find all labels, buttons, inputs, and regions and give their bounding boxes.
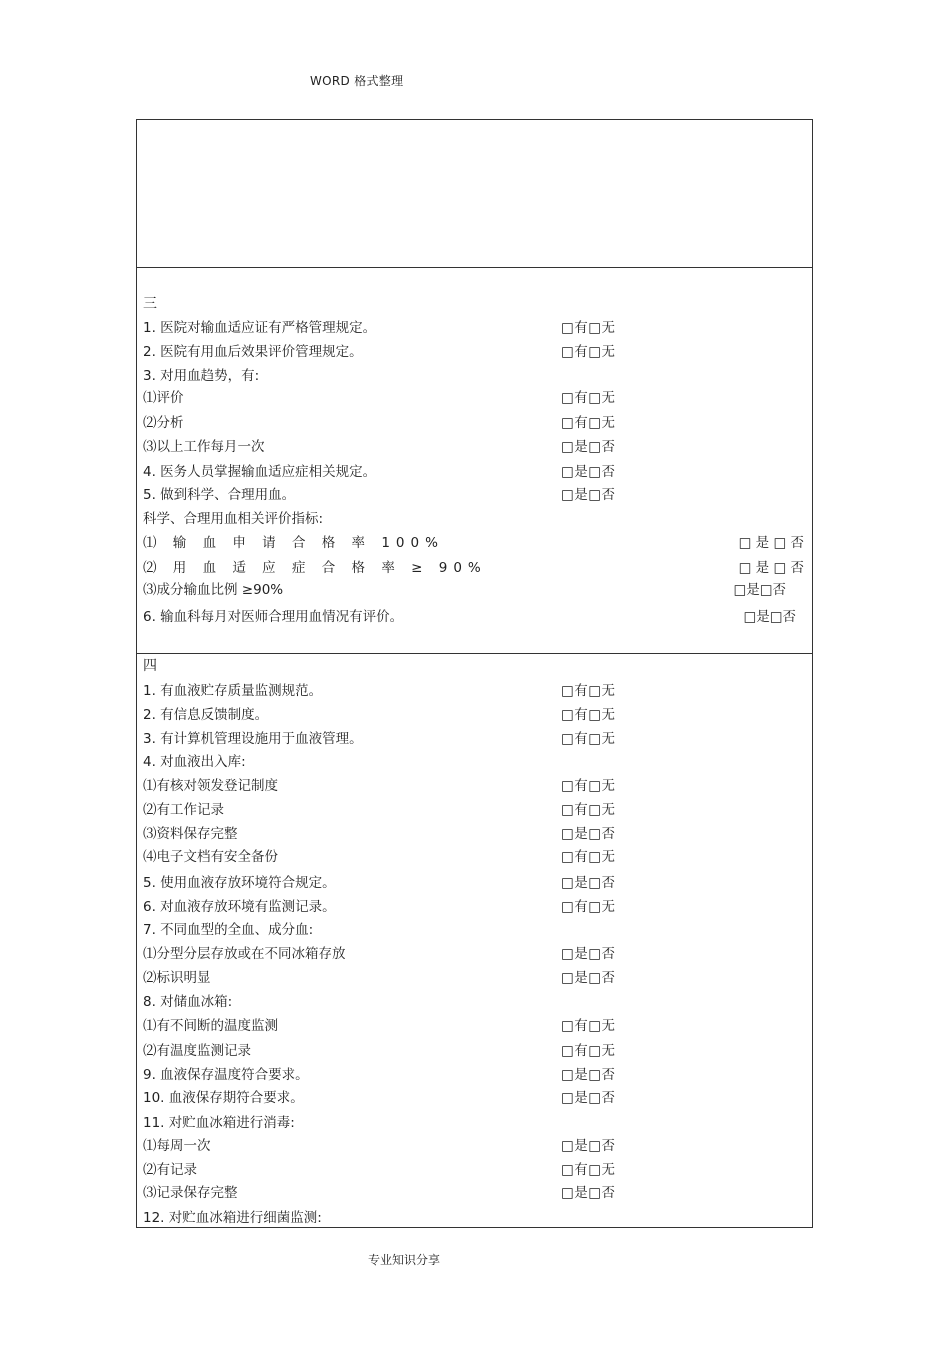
question-text: ⑵有工作记录 [143, 802, 224, 818]
answer-checkboxes[interactable]: □是□否 [561, 970, 616, 986]
question-text: 4. 对血液出入库: [143, 754, 246, 770]
question-text: ⑴ 输 血 申 请 合 格 率 100% [143, 535, 444, 551]
question-text: 6. 输血科每月对医师合理用血情况有评价。 [143, 609, 404, 625]
question-text: 7. 不同血型的全血、成分血: [143, 922, 314, 938]
question-text: 8. 对储血冰箱: [143, 994, 233, 1010]
question-text: ⑷电子文档有安全备份 [143, 849, 278, 865]
answer-checkboxes[interactable]: □是□否 [561, 1067, 616, 1083]
checklist-row [143, 387, 802, 409]
question-text: 科学、合理用血相关评价指标: [143, 511, 324, 527]
question-text: ⑴每周一次 [143, 1138, 211, 1154]
answer-checkboxes[interactable]: □有□无 [561, 802, 616, 818]
page-footer: 专业知识分享 [368, 1253, 441, 1267]
answer-checkboxes[interactable]: □是□否 [561, 946, 616, 962]
question-text: ⑴分型分层存放或在不同冰箱存放 [143, 946, 346, 962]
answer-checkboxes[interactable]: □有□无 [561, 415, 616, 431]
question-text: ⑵分析 [143, 415, 184, 431]
checklist-row [143, 365, 802, 387]
question-text: ⑵有记录 [143, 1162, 197, 1178]
question-text: 12. 对贮血冰箱进行细菌监测: [143, 1210, 322, 1226]
question-text: 3. 有计算机管理设施用于血液管理。 [143, 731, 363, 747]
checklist-row [143, 1135, 802, 1157]
checklist-row [143, 799, 802, 821]
question-text: ⑵有温度监测记录 [143, 1043, 251, 1059]
answer-checkboxes[interactable]: □是□否 [561, 1138, 616, 1154]
checklist-row [143, 775, 802, 797]
question-text: 3. 对用血趋势，有: [143, 368, 260, 384]
checklist-row [143, 484, 802, 506]
checklist-row [143, 872, 802, 894]
answer-checkboxes[interactable]: □是□否 [561, 464, 616, 480]
checklist-row [143, 751, 802, 773]
empty-table-cell [136, 119, 813, 268]
answer-checkboxes[interactable]: □有□无 [561, 778, 616, 794]
checklist-row [143, 532, 802, 554]
answer-checkboxes[interactable]: □有□无 [561, 849, 616, 865]
answer-checkboxes[interactable]: □是□否 [561, 1090, 616, 1106]
answer-checkboxes[interactable]: □有□无 [561, 899, 616, 915]
checklist-row [143, 412, 802, 434]
answer-checkboxes[interactable]: □有□无 [561, 707, 616, 723]
checklist-row [143, 823, 802, 845]
question-text: ⑴评价 [143, 390, 184, 406]
question-text: ⑴有核对领发登记制度 [143, 778, 278, 794]
checklist-row [143, 1112, 802, 1134]
question-text: ⑴有不间断的温度监测 [143, 1018, 278, 1034]
checklist-row [143, 1015, 802, 1037]
checklist-row [143, 1040, 802, 1062]
page-header: WORD 格式整理 [310, 74, 404, 88]
answer-checkboxes[interactable]: □ 是 □ 否 [738, 560, 804, 576]
answer-checkboxes[interactable]: □有□无 [561, 390, 616, 406]
answer-checkboxes[interactable]: □是□否 [561, 826, 616, 842]
answer-checkboxes[interactable]: □是□否 [743, 609, 796, 625]
checklist-row [143, 1064, 802, 1086]
question-text: 11. 对贮血冰箱进行消毒: [143, 1115, 295, 1131]
checklist-row [143, 341, 802, 363]
checklist-row [143, 991, 802, 1013]
answer-checkboxes[interactable]: □有□无 [561, 731, 616, 747]
answer-checkboxes[interactable]: □是□否 [733, 582, 786, 598]
checklist-row [143, 557, 802, 579]
question-text: ⑶记录保存完整 [143, 1185, 238, 1201]
checklist-row [143, 436, 802, 458]
question-text: 4. 医务人员掌握输血适应症相关规定。 [143, 464, 377, 480]
checklist-row [143, 606, 802, 628]
question-text: 1. 医院对输血适应证有严格管理规定。 [143, 320, 377, 336]
question-text: 10. 血液保存期符合要求。 [143, 1090, 304, 1106]
question-text: 9. 血液保存温度符合要求。 [143, 1067, 309, 1083]
checklist-row [143, 919, 802, 941]
answer-checkboxes[interactable]: □有□无 [561, 1043, 616, 1059]
checklist-row [143, 967, 802, 989]
answer-checkboxes[interactable]: □有□无 [561, 344, 616, 360]
checklist-row [143, 728, 802, 750]
answer-checkboxes[interactable]: □是□否 [561, 487, 616, 503]
question-text: ⑶成分输血比例 ≥90% [143, 582, 284, 598]
answer-checkboxes[interactable]: □有□无 [561, 683, 616, 699]
question-text: 1. 有血液贮存质量监测规范。 [143, 683, 323, 699]
checklist-row [143, 1159, 802, 1181]
section-four [136, 653, 813, 1228]
answer-checkboxes[interactable]: □有□无 [561, 320, 616, 336]
answer-checkboxes[interactable]: □有□无 [561, 1162, 616, 1178]
question-text: 2. 医院有用血后效果评价管理规定。 [143, 344, 363, 360]
section-three [136, 267, 813, 654]
checklist-row [143, 508, 802, 530]
answer-checkboxes[interactable]: □是□否 [561, 439, 616, 455]
question-text: 5. 使用血液存放环境符合规定。 [143, 875, 336, 891]
checklist-row [143, 1182, 802, 1204]
question-text: ⑵标识明显 [143, 970, 211, 986]
answer-checkboxes[interactable]: □是□否 [561, 1185, 616, 1201]
checklist-row [143, 680, 802, 702]
question-text: ⑶资料保存完整 [143, 826, 238, 842]
checklist-row [143, 317, 802, 339]
question-text: 2. 有信息反馈制度。 [143, 707, 269, 723]
checklist-row [143, 846, 802, 868]
question-text: ⑵ 用 血 适 应 症 合 格 率 ≥ 90% [143, 560, 487, 576]
answer-checkboxes[interactable]: □是□否 [561, 875, 616, 891]
checklist-row [143, 579, 802, 601]
checklist-row [143, 704, 802, 726]
checklist-row [143, 461, 802, 483]
question-text: 5. 做到科学、合理用血。 [143, 487, 296, 503]
checklist-row [143, 943, 802, 965]
section-title: 四 [143, 658, 157, 674]
question-text: 6. 对血液存放环境有监测记录。 [143, 899, 336, 915]
answer-checkboxes[interactable]: □ 是 □ 否 [738, 535, 804, 551]
section-title: 三 [143, 296, 157, 312]
checklist-row [143, 896, 802, 918]
question-text: ⑶以上工作每月一次 [143, 439, 265, 455]
answer-checkboxes[interactable]: □有□无 [561, 1018, 616, 1034]
checklist-row [143, 1087, 802, 1109]
checklist-row [143, 1207, 802, 1229]
